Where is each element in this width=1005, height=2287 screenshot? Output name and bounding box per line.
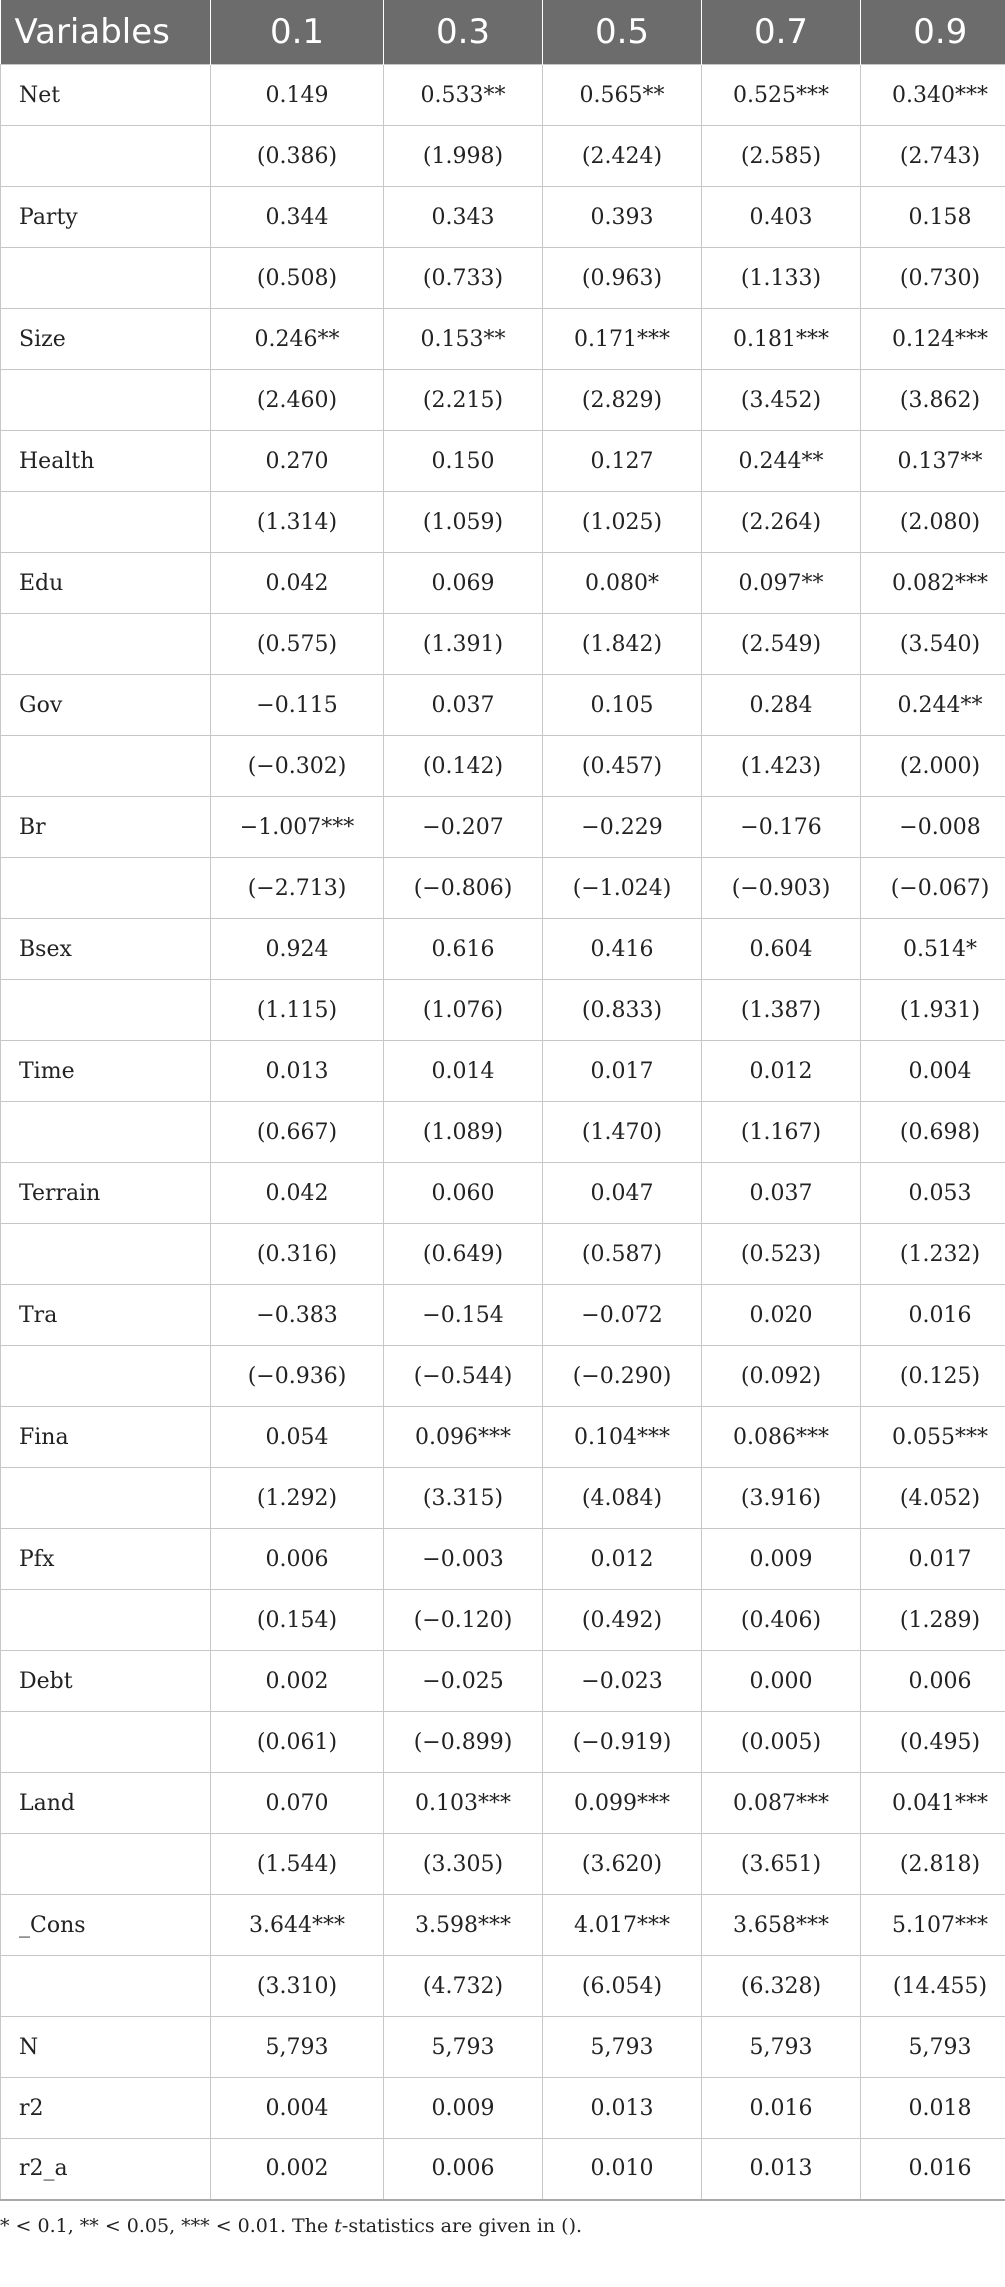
- value-cell: (−0.903): [702, 858, 861, 919]
- variable-name-cell: [1, 1834, 211, 1895]
- value-cell: 3.598***: [384, 1895, 543, 1956]
- value-cell: 0.055***: [861, 1407, 1005, 1468]
- coefficient-row: [1, 1651, 1005, 1712]
- value-cell: (2.000): [861, 736, 1005, 797]
- variable-name-cell: [1, 1956, 211, 2017]
- value-cell: −0.176: [702, 797, 861, 858]
- variable-name-cell: [1, 1712, 211, 1773]
- value-cell: 0.244**: [861, 675, 1005, 736]
- value-cell: 0.565**: [543, 65, 702, 126]
- value-cell: (3.862): [861, 370, 1005, 431]
- coefficient-row: [1, 309, 1005, 370]
- variable-name-cell: Pfx: [1, 1529, 211, 1590]
- value-cell: (3.620): [543, 1834, 702, 1895]
- value-cell: 5,793: [543, 2017, 702, 2078]
- variable-name-cell: Debt: [1, 1651, 211, 1712]
- value-cell: (3.310): [211, 1956, 384, 2017]
- t-statistic-row: [1, 1468, 1005, 1529]
- t-statistic-row: [1, 492, 1005, 553]
- value-cell: 0.416: [543, 919, 702, 980]
- header-quantile-0.7: 0.7: [702, 0, 861, 65]
- value-cell: (1.998): [384, 126, 543, 187]
- value-cell: 0.604: [702, 919, 861, 980]
- value-cell: 0.393: [543, 187, 702, 248]
- coefficient-row: [1, 1529, 1005, 1590]
- variable-name-cell: Net: [1, 65, 211, 126]
- value-cell: (2.264): [702, 492, 861, 553]
- value-cell: 0.037: [384, 675, 543, 736]
- coefficient-row: [1, 1895, 1005, 1956]
- value-cell: 0.014: [384, 1041, 543, 1102]
- value-cell: 0.016: [861, 1285, 1005, 1346]
- value-cell: (0.730): [861, 248, 1005, 309]
- value-cell: (−0.919): [543, 1712, 702, 1773]
- value-cell: 0.080*: [543, 553, 702, 614]
- value-cell: 0.054: [211, 1407, 384, 1468]
- value-cell: 5,793: [384, 2017, 543, 2078]
- value-cell: 0.403: [702, 187, 861, 248]
- value-cell: 0.006: [211, 1529, 384, 1590]
- variable-name-cell: Party: [1, 187, 211, 248]
- variable-name-cell: [1, 980, 211, 1041]
- t-statistic-row: [1, 1590, 1005, 1651]
- value-cell: (0.125): [861, 1346, 1005, 1407]
- value-cell: (3.305): [384, 1834, 543, 1895]
- t-statistic-row: [1, 736, 1005, 797]
- value-cell: 5,793: [211, 2017, 384, 2078]
- value-cell: (0.523): [702, 1224, 861, 1285]
- value-cell: (2.460): [211, 370, 384, 431]
- t-statistic-row: [1, 1956, 1005, 2017]
- value-cell: (3.540): [861, 614, 1005, 675]
- value-cell: 0.020: [702, 1285, 861, 1346]
- value-cell: (1.115): [211, 980, 384, 1041]
- t-statistic-row: [1, 370, 1005, 431]
- value-cell: 0.344: [211, 187, 384, 248]
- value-cell: −0.003: [384, 1529, 543, 1590]
- value-cell: 0.181***: [702, 309, 861, 370]
- coefficient-row: [1, 553, 1005, 614]
- value-cell: 0.082***: [861, 553, 1005, 614]
- variable-name-cell: [1, 1224, 211, 1285]
- value-cell: (2.585): [702, 126, 861, 187]
- coefficient-row: [1, 2017, 1005, 2078]
- value-cell: 0.013: [543, 2078, 702, 2139]
- value-cell: (1.089): [384, 1102, 543, 1163]
- value-cell: 0.149: [211, 65, 384, 126]
- value-cell: 0.017: [543, 1041, 702, 1102]
- variable-name-cell: r2: [1, 2078, 211, 2139]
- variable-name-cell: Gov: [1, 675, 211, 736]
- header-row: [1, 0, 1005, 65]
- coefficient-row: [1, 431, 1005, 492]
- value-cell: (2.424): [543, 126, 702, 187]
- value-cell: (4.084): [543, 1468, 702, 1529]
- value-cell: 0.016: [861, 2139, 1005, 2200]
- variable-name-cell: [1, 1590, 211, 1651]
- t-statistic-row: [1, 1224, 1005, 1285]
- variable-name-cell: Edu: [1, 553, 211, 614]
- value-cell: −0.025: [384, 1651, 543, 1712]
- value-cell: (−0.899): [384, 1712, 543, 1773]
- t-statistic-row: [1, 2078, 1005, 2139]
- value-cell: −0.154: [384, 1285, 543, 1346]
- value-cell: (0.316): [211, 1224, 384, 1285]
- value-cell: (2.215): [384, 370, 543, 431]
- value-cell: 0.246**: [211, 309, 384, 370]
- value-cell: (0.575): [211, 614, 384, 675]
- variable-name-cell: [1, 248, 211, 309]
- value-cell: (−0.290): [543, 1346, 702, 1407]
- variable-name-cell: [1, 614, 211, 675]
- value-cell: 0.013: [702, 2139, 861, 2200]
- value-cell: 0.340***: [861, 65, 1005, 126]
- value-cell: 0.086***: [702, 1407, 861, 1468]
- value-cell: (−2.713): [211, 858, 384, 919]
- value-cell: (14.455): [861, 1956, 1005, 2017]
- value-cell: 0.042: [211, 553, 384, 614]
- value-cell: 0.017: [861, 1529, 1005, 1590]
- t-statistic-row: [1, 980, 1005, 1041]
- value-cell: (1.292): [211, 1468, 384, 1529]
- value-cell: 0.127: [543, 431, 702, 492]
- coefficient-row: [1, 1041, 1005, 1102]
- value-cell: (−0.806): [384, 858, 543, 919]
- value-cell: 0.006: [384, 2139, 543, 2200]
- value-cell: 0.343: [384, 187, 543, 248]
- value-cell: (2.829): [543, 370, 702, 431]
- value-cell: 0.004: [861, 1041, 1005, 1102]
- value-cell: 0.105: [543, 675, 702, 736]
- value-cell: 0.284: [702, 675, 861, 736]
- coefficient-row: [1, 1773, 1005, 1834]
- value-cell: (4.732): [384, 1956, 543, 2017]
- variable-name-cell: [1, 492, 211, 553]
- footnote-text-after: -statistics are given in ().: [341, 2214, 583, 2237]
- value-cell: (−0.544): [384, 1346, 543, 1407]
- value-cell: (0.649): [384, 1224, 543, 1285]
- value-cell: 0.124***: [861, 309, 1005, 370]
- table-header: [1, 0, 1005, 65]
- variable-name-cell: Fina: [1, 1407, 211, 1468]
- value-cell: 0.012: [543, 1529, 702, 1590]
- value-cell: 0.016: [702, 2078, 861, 2139]
- value-cell: 0.070: [211, 1773, 384, 1834]
- value-cell: (0.142): [384, 736, 543, 797]
- variable-name-cell: Health: [1, 431, 211, 492]
- variable-name-cell: [1, 858, 211, 919]
- value-cell: (0.061): [211, 1712, 384, 1773]
- value-cell: 0.150: [384, 431, 543, 492]
- value-cell: 0.009: [384, 2078, 543, 2139]
- t-statistic-row: [1, 1102, 1005, 1163]
- value-cell: 0.009: [702, 1529, 861, 1590]
- t-statistic-row: [1, 1834, 1005, 1895]
- value-cell: (3.315): [384, 1468, 543, 1529]
- value-cell: −1.007***: [211, 797, 384, 858]
- value-cell: 0.103***: [384, 1773, 543, 1834]
- variable-name-cell: Land: [1, 1773, 211, 1834]
- value-cell: (0.963): [543, 248, 702, 309]
- value-cell: (1.387): [702, 980, 861, 1041]
- value-cell: 3.658***: [702, 1895, 861, 1956]
- header-quantile-0.5: 0.5: [543, 0, 702, 65]
- value-cell: (0.587): [543, 1224, 702, 1285]
- value-cell: (1.059): [384, 492, 543, 553]
- value-cell: 0.004: [211, 2078, 384, 2139]
- value-cell: (0.833): [543, 980, 702, 1041]
- value-cell: (−0.936): [211, 1346, 384, 1407]
- value-cell: (2.818): [861, 1834, 1005, 1895]
- value-cell: (1.025): [543, 492, 702, 553]
- variable-name-cell: Size: [1, 309, 211, 370]
- value-cell: 0.270: [211, 431, 384, 492]
- value-cell: (−0.302): [211, 736, 384, 797]
- value-cell: 0.041***: [861, 1773, 1005, 1834]
- coefficient-row: [1, 65, 1005, 126]
- value-cell: −0.072: [543, 1285, 702, 1346]
- value-cell: 0.097**: [702, 553, 861, 614]
- value-cell: 0.171***: [543, 309, 702, 370]
- t-statistic-row: [1, 1712, 1005, 1773]
- variable-name-cell: N: [1, 2017, 211, 2078]
- t-statistic-row: [1, 614, 1005, 675]
- variable-name-cell: Time: [1, 1041, 211, 1102]
- value-cell: 0.053: [861, 1163, 1005, 1224]
- value-cell: 0.514*: [861, 919, 1005, 980]
- value-cell: 0.069: [384, 553, 543, 614]
- coefficient-row: [1, 187, 1005, 248]
- value-cell: (1.423): [702, 736, 861, 797]
- variable-name-cell: [1, 370, 211, 431]
- value-cell: (1.167): [702, 1102, 861, 1163]
- value-cell: 0.525***: [702, 65, 861, 126]
- value-cell: (3.452): [702, 370, 861, 431]
- value-cell: 0.244**: [702, 431, 861, 492]
- value-cell: 0.012: [702, 1041, 861, 1102]
- value-cell: 0.104***: [543, 1407, 702, 1468]
- value-cell: 4.017***: [543, 1895, 702, 1956]
- value-cell: 5,793: [861, 2017, 1005, 2078]
- value-cell: 0.006: [861, 1651, 1005, 1712]
- coefficient-row: [1, 675, 1005, 736]
- value-cell: (1.931): [861, 980, 1005, 1041]
- value-cell: 0.047: [543, 1163, 702, 1224]
- value-cell: (0.733): [384, 248, 543, 309]
- t-statistic-row: [1, 1346, 1005, 1407]
- value-cell: −0.229: [543, 797, 702, 858]
- value-cell: (−1.024): [543, 858, 702, 919]
- value-cell: 0.153**: [384, 309, 543, 370]
- value-cell: (0.508): [211, 248, 384, 309]
- table-footnote: [0, 2201, 1005, 2237]
- value-cell: 0.099***: [543, 1773, 702, 1834]
- value-cell: 0.037: [702, 1163, 861, 1224]
- value-cell: 3.644***: [211, 1895, 384, 1956]
- value-cell: 0.158: [861, 187, 1005, 248]
- value-cell: (0.667): [211, 1102, 384, 1163]
- value-cell: (1.076): [384, 980, 543, 1041]
- value-cell: 0.137**: [861, 431, 1005, 492]
- coefficient-row: [1, 1163, 1005, 1224]
- value-cell: (2.549): [702, 614, 861, 675]
- value-cell: (3.916): [702, 1468, 861, 1529]
- value-cell: 0.616: [384, 919, 543, 980]
- value-cell: (−0.067): [861, 858, 1005, 919]
- value-cell: (1.133): [702, 248, 861, 309]
- header-variables: Variables: [1, 0, 211, 65]
- value-cell: 0.060: [384, 1163, 543, 1224]
- header-quantile-0.3: 0.3: [384, 0, 543, 65]
- variable-name-cell: Bsex: [1, 919, 211, 980]
- value-cell: 0.018: [861, 2078, 1005, 2139]
- header-quantile-0.9: 0.9: [861, 0, 1005, 65]
- footnote-italic-t: t: [334, 2214, 342, 2237]
- value-cell: 0.924: [211, 919, 384, 980]
- coefficient-row: [1, 1407, 1005, 1468]
- value-cell: (1.470): [543, 1102, 702, 1163]
- value-cell: 5.107***: [861, 1895, 1005, 1956]
- coefficient-row: [1, 797, 1005, 858]
- value-cell: 0.002: [211, 1651, 384, 1712]
- value-cell: −0.008: [861, 797, 1005, 858]
- value-cell: (4.052): [861, 1468, 1005, 1529]
- footnote-text-before: * < 0.1, ** < 0.05, *** < 0.01. The: [0, 2214, 335, 2237]
- value-cell: (0.457): [543, 736, 702, 797]
- value-cell: −0.383: [211, 1285, 384, 1346]
- value-cell: −0.023: [543, 1651, 702, 1712]
- value-cell: −0.207: [384, 797, 543, 858]
- variable-name-cell: Br: [1, 797, 211, 858]
- value-cell: (0.005): [702, 1712, 861, 1773]
- variable-name-cell: r2_a: [1, 2139, 211, 2200]
- value-cell: (1.544): [211, 1834, 384, 1895]
- value-cell: 5,793: [702, 2017, 861, 2078]
- header-quantile-0.1: 0.1: [211, 0, 384, 65]
- coefficient-row: [1, 1285, 1005, 1346]
- value-cell: (2.743): [861, 126, 1005, 187]
- value-cell: (0.495): [861, 1712, 1005, 1773]
- value-cell: 0.087***: [702, 1773, 861, 1834]
- variable-name-cell: [1, 1346, 211, 1407]
- variable-name-cell: [1, 1468, 211, 1529]
- value-cell: 0.013: [211, 1041, 384, 1102]
- value-cell: (0.698): [861, 1102, 1005, 1163]
- variable-name-cell: [1, 736, 211, 797]
- value-cell: (1.314): [211, 492, 384, 553]
- variable-name-cell: [1, 1102, 211, 1163]
- value-cell: (0.154): [211, 1590, 384, 1651]
- value-cell: (0.386): [211, 126, 384, 187]
- value-cell: 0.010: [543, 2139, 702, 2200]
- variable-name-cell: Tra: [1, 1285, 211, 1346]
- value-cell: −0.115: [211, 675, 384, 736]
- value-cell: 0.002: [211, 2139, 384, 2200]
- t-statistic-row: [1, 126, 1005, 187]
- value-cell: (3.651): [702, 1834, 861, 1895]
- value-cell: (1.289): [861, 1590, 1005, 1651]
- value-cell: (−0.120): [384, 1590, 543, 1651]
- variable-name-cell: Terrain: [1, 1163, 211, 1224]
- t-statistic-row: [1, 248, 1005, 309]
- table-body: [1, 65, 1005, 2200]
- value-cell: 0.533**: [384, 65, 543, 126]
- variable-name-cell: [1, 126, 211, 187]
- value-cell: 0.000: [702, 1651, 861, 1712]
- coefficient-row: [1, 919, 1005, 980]
- value-cell: (6.054): [543, 1956, 702, 2017]
- value-cell: (0.092): [702, 1346, 861, 1407]
- value-cell: (1.232): [861, 1224, 1005, 1285]
- variable-name-cell: _Cons: [1, 1895, 211, 1956]
- coefficient-row: [1, 2139, 1005, 2200]
- value-cell: 0.096***: [384, 1407, 543, 1468]
- t-statistic-row: [1, 858, 1005, 919]
- value-cell: (2.080): [861, 492, 1005, 553]
- value-cell: (6.328): [702, 1956, 861, 2017]
- value-cell: (0.492): [543, 1590, 702, 1651]
- value-cell: (1.842): [543, 614, 702, 675]
- value-cell: (0.406): [702, 1590, 861, 1651]
- value-cell: (1.391): [384, 614, 543, 675]
- value-cell: 0.042: [211, 1163, 384, 1224]
